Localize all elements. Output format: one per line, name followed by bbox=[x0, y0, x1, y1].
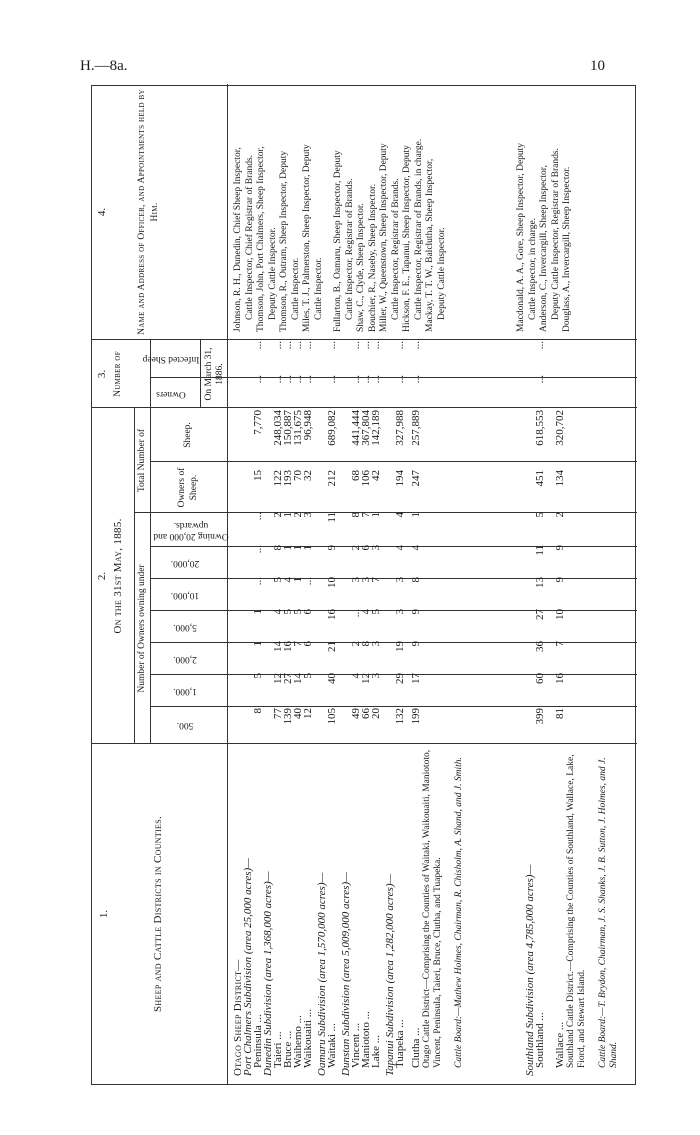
cell-value: 7 bbox=[370, 577, 382, 583]
cell-value: ... bbox=[350, 375, 362, 384]
row-label: Port Chalmers Subdivision (area 25,000 acres)— bbox=[242, 858, 254, 1076]
officer-line: Anderson, C., Invercargill, Sheep Inspector, bbox=[539, 165, 549, 332]
row-label: Bruce ... bbox=[282, 1030, 294, 1068]
cell-value: 247 bbox=[410, 470, 422, 487]
row-label: Waitaki ... bbox=[326, 1023, 338, 1068]
cell-value: 6 bbox=[302, 609, 314, 615]
cell-value: 9 bbox=[554, 577, 566, 583]
officer-line: Cattle Inspector, Registrar of Brands. bbox=[344, 178, 355, 320]
cell-value: 1 bbox=[302, 545, 314, 551]
otago-cattle-note: Otago Cattle District—Comprising the Counties of Waitaki, Waikouaiti, Maniototo, Vincent, Peninsula, Taieri, Bruce, Clutha, and Tuapeka. bbox=[422, 749, 443, 1068]
districts-table bbox=[91, 85, 636, 1085]
cell-value: 1 bbox=[370, 512, 382, 518]
sheep-head: Sheep. bbox=[183, 422, 193, 448]
cell-value: 122 bbox=[272, 470, 284, 487]
officer-line: Deputy Cattle Inspector, Registrar of Brands. bbox=[550, 148, 561, 320]
cell-value: 9 bbox=[554, 545, 566, 551]
cell-value: 3 bbox=[394, 609, 406, 615]
officer-line: Cattle Inspector. bbox=[290, 257, 301, 320]
owning-head-0: 500. bbox=[176, 720, 194, 731]
row-label: Southland Subdivision (area 4,785,000 acres)— bbox=[524, 864, 536, 1076]
cell-value: 6 bbox=[360, 545, 372, 551]
officer-line: Mackay, T. T. W., Balclutha, Sheep Inspector, bbox=[425, 158, 435, 332]
row-label: Maniototo ... bbox=[360, 1011, 372, 1068]
row-label: Otago Sheep District— bbox=[232, 959, 244, 1076]
cell-value: ... bbox=[252, 341, 264, 350]
cell-value: 36 bbox=[534, 641, 546, 652]
owning-head-1: 1,000. bbox=[173, 686, 197, 696]
cell-value: 139 bbox=[282, 708, 294, 725]
cell-value: 8 bbox=[350, 512, 362, 518]
cell-value: ... bbox=[252, 545, 264, 554]
cell-value: 257,889 bbox=[410, 410, 422, 446]
cell-value: 4 bbox=[410, 545, 422, 551]
cell-value: 212 bbox=[326, 470, 338, 487]
cell-value: 2 bbox=[554, 512, 566, 518]
officer-line: Cattle Inspector, Registrar of Brands, in charge. bbox=[413, 138, 424, 320]
cell-value: 21 bbox=[326, 641, 338, 652]
row-label: Clutha ... bbox=[410, 1027, 422, 1068]
date-head: On March 31, 1886. bbox=[204, 347, 225, 401]
cell-value: 618,553 bbox=[534, 410, 546, 446]
col1-number: 1. bbox=[98, 909, 110, 919]
officer-line: Cattle Inspector, Registrar of Brands. bbox=[390, 178, 401, 320]
cell-value: 16 bbox=[554, 673, 566, 684]
row-label: Waihemo ... bbox=[292, 1015, 304, 1068]
cell-value: 20 bbox=[370, 708, 382, 719]
officer-line: Johnson, R. H., Dunedin, Chief Sheep Inspector, bbox=[233, 147, 243, 332]
cell-value: ... bbox=[410, 341, 422, 350]
cell-value: 8 bbox=[272, 545, 284, 551]
cell-value: ... bbox=[272, 341, 284, 350]
cell-value: ... bbox=[282, 375, 294, 384]
cell-value: 3 bbox=[370, 641, 382, 647]
cell-value: 132 bbox=[394, 708, 406, 725]
cell-value: 7 bbox=[554, 641, 566, 647]
owners-of-sheep-head: Owners of Sheep. bbox=[177, 467, 199, 508]
cell-value: 105 bbox=[326, 708, 338, 725]
cell-value: 6 bbox=[302, 641, 314, 647]
row-label: Wallace ... bbox=[554, 1021, 566, 1068]
cell-value: 27 bbox=[534, 609, 546, 620]
cell-value: 17 bbox=[410, 673, 422, 684]
cell-value: 66 bbox=[360, 708, 372, 719]
cell-value: ... bbox=[370, 375, 382, 384]
cell-value: 8 bbox=[360, 641, 372, 647]
col4-number: 4. bbox=[96, 207, 108, 217]
cell-value: 2 bbox=[292, 512, 304, 518]
cell-value: 12 bbox=[302, 708, 314, 719]
cell-value: 15 bbox=[252, 470, 264, 481]
cell-value: ... bbox=[282, 341, 294, 350]
cell-value: 1 bbox=[292, 545, 304, 551]
col1-title: Sheep and Cattle Districts in Counties. bbox=[152, 815, 164, 1013]
officer-line: Cattle Inspector, in charge. bbox=[527, 217, 538, 320]
officer-line: Miller, W., Queenstown, Sheep Inspector, Deputy bbox=[379, 143, 389, 332]
cell-value: 367,804 bbox=[360, 410, 372, 446]
cell-value: ... bbox=[350, 341, 362, 350]
cell-value: 5 bbox=[534, 512, 546, 518]
officer-line: Thomson, John, Port Chalmers, Sheep Inspector, bbox=[256, 146, 266, 332]
row-label: Oamaru Subdivision (area 1,570,000 acres)— bbox=[316, 872, 328, 1076]
cell-value: ... bbox=[252, 375, 264, 384]
cell-value: 248,034 bbox=[272, 410, 284, 446]
cell-value: 1 bbox=[410, 512, 422, 518]
cell-value: 13 bbox=[534, 577, 546, 588]
officer-line: Thomson, R., Outram, Sheep Inspector, Deputy bbox=[279, 150, 289, 332]
cell-value: 134 bbox=[554, 470, 566, 487]
officer-line: Miles, T. J., Palmerston, Sheep Inspector, Deputy bbox=[302, 144, 312, 332]
cell-value: ... bbox=[394, 341, 406, 350]
cell-value: 7 bbox=[292, 641, 304, 647]
row-label: Dunstan Subdivision (area 5,009,000 acres)— bbox=[340, 872, 352, 1076]
col3-title: Number of bbox=[113, 351, 123, 397]
totals-subheader: Total Number of bbox=[137, 428, 147, 493]
cell-value: 16 bbox=[326, 609, 338, 620]
cell-value: 327,988 bbox=[394, 410, 406, 446]
cell-value: 4 bbox=[350, 673, 362, 679]
cell-value: 10 bbox=[554, 609, 566, 620]
officer-line: Deputy Cattle Inspector. bbox=[267, 227, 278, 320]
cell-value: ... bbox=[326, 375, 338, 384]
cell-value: ... bbox=[370, 341, 382, 350]
cell-value: 150,887 bbox=[282, 410, 294, 446]
officer-line: Bouchier, R., Naseby, Sheep Inspector. bbox=[367, 183, 378, 332]
cell-value: 5 bbox=[272, 577, 284, 583]
cell-value: 2 bbox=[350, 641, 362, 647]
cell-value: 4 bbox=[394, 545, 406, 551]
cell-value: 3 bbox=[350, 577, 362, 583]
cell-value: ... bbox=[350, 609, 362, 618]
southland-cattle-note: Southland Cattle District.—Comprising the Counties of Southland, Wallace, Lake, Fiord, and Stewart Island. bbox=[566, 754, 587, 1068]
cell-value: 4 bbox=[360, 609, 372, 615]
cell-value: 12 bbox=[272, 673, 284, 684]
cell-value: 3 bbox=[370, 545, 382, 551]
cell-value: ... bbox=[394, 375, 406, 384]
cell-value: 32 bbox=[302, 470, 314, 481]
cell-value: ... bbox=[252, 512, 264, 521]
cell-value: 40 bbox=[326, 673, 338, 684]
row-label: Tuapeka ... bbox=[394, 1019, 406, 1068]
cell-value: 68 bbox=[350, 470, 362, 481]
cell-value: ... bbox=[292, 341, 304, 350]
cell-value: ... bbox=[302, 577, 314, 586]
owning-head-4: 10,000. bbox=[170, 590, 200, 600]
page-code: H.—8a. bbox=[80, 58, 128, 74]
officer-line: Deputy Cattle Inspector. bbox=[436, 227, 447, 320]
cell-value: ... bbox=[360, 375, 372, 384]
cell-value: ... bbox=[272, 375, 284, 384]
cell-value: 16 bbox=[282, 641, 294, 652]
cell-value: 14 bbox=[272, 641, 284, 652]
cell-value: 194 bbox=[394, 470, 406, 487]
row-label: Taieri ... bbox=[272, 1031, 284, 1068]
cell-value: 96,948 bbox=[302, 410, 314, 441]
cell-value: 1 bbox=[252, 609, 264, 615]
owning-head-5: 20,000. bbox=[170, 558, 200, 568]
cell-value: 5 bbox=[252, 673, 264, 679]
cell-value: ... bbox=[252, 577, 264, 586]
sub-header-rule bbox=[134, 408, 135, 744]
officer-line: Shaw, C., Clyde, Sheep Inspector. bbox=[356, 203, 366, 332]
officer-line: Hickson, F. E., Tapanui, Sheep Inspector, Deputy bbox=[402, 145, 412, 332]
officer-line: Macdonald, A. A., Gore, Sheep Inspector, Deputy bbox=[516, 142, 526, 332]
cell-value: 441,444 bbox=[350, 410, 362, 446]
row-label: Southland ... bbox=[534, 1012, 546, 1068]
cell-value: ... bbox=[292, 375, 304, 384]
cell-value: 81 bbox=[554, 708, 566, 719]
cell-value: 60 bbox=[534, 673, 546, 684]
cell-value: ... bbox=[534, 341, 546, 350]
officer-line: Cattle Inspector, Chief Registrar of Brands. bbox=[244, 154, 255, 320]
cell-value: ... bbox=[326, 341, 338, 350]
cell-value: 131,675 bbox=[292, 410, 304, 446]
cell-value: 5 bbox=[302, 673, 314, 679]
cell-value: 12 bbox=[360, 673, 372, 684]
header-bottom-rule bbox=[227, 84, 228, 1084]
owning-head-upwards: Owning 20,000 and upwards. bbox=[153, 520, 229, 541]
cell-value: 77 bbox=[272, 708, 284, 719]
cell-value: 40 bbox=[292, 708, 304, 719]
cell-value: 5 bbox=[282, 609, 294, 615]
cell-value: 10 bbox=[326, 577, 338, 588]
cell-value: 9 bbox=[326, 545, 338, 551]
cell-value: 106 bbox=[360, 470, 372, 487]
col4-title: Name and Address of Officer, and Appointments held by Him. bbox=[137, 89, 160, 335]
col3-number: 3. bbox=[96, 369, 108, 379]
cell-value: 7,770 bbox=[252, 410, 264, 435]
cell-value: 8 bbox=[410, 577, 422, 583]
cell-value: ... bbox=[534, 375, 546, 384]
row-label: Tapanui Subdivision (area 1,282,000 acres)— bbox=[384, 873, 396, 1076]
row-label: Peninsula ... bbox=[252, 1014, 264, 1068]
rotated-table-wrapper bbox=[91, 85, 636, 1085]
officer-line: Fullarton, B., Oamaru, Sheep Inspector, Deputy bbox=[333, 150, 343, 332]
cell-value: 3 bbox=[360, 577, 372, 583]
cell-value: 8 bbox=[252, 708, 264, 714]
cell-value: ... bbox=[302, 375, 314, 384]
cell-value: 142,189 bbox=[370, 410, 382, 446]
col2-number: 2. bbox=[96, 571, 108, 581]
page-number: 10 bbox=[590, 58, 605, 74]
cell-value: 5 bbox=[370, 609, 382, 615]
col2-title: On the 31st May, 1885. bbox=[112, 518, 124, 634]
cell-value: 27 bbox=[282, 673, 294, 684]
row-label: Vincent ... bbox=[350, 1022, 362, 1068]
cell-value: ... bbox=[410, 375, 422, 384]
owning-subheader: Number of Owners owning under bbox=[137, 564, 147, 693]
cell-value: 2 bbox=[350, 545, 362, 551]
cell-value: 7 bbox=[360, 512, 372, 518]
cell-value: 49 bbox=[350, 708, 362, 719]
row-label: Lake ... bbox=[370, 1035, 382, 1068]
cell-value: 451 bbox=[534, 470, 546, 487]
owning-head-3: 5,000. bbox=[173, 622, 197, 632]
cell-value: 199 bbox=[410, 708, 422, 725]
cell-value: 11 bbox=[534, 545, 546, 556]
cell-value: 399 bbox=[534, 708, 546, 725]
southland-board-note: Cattle Board:—T. Brydon, Chairman, J. S. Shanks, J. B. Sutton, J. Holmes, and J. Shand. bbox=[598, 757, 619, 1068]
cell-value: 5 bbox=[292, 609, 304, 615]
owners-head: Owners bbox=[156, 389, 186, 399]
cell-value: 4 bbox=[394, 512, 406, 518]
cell-value: 320,702 bbox=[554, 410, 566, 446]
totals-header-rule bbox=[150, 408, 151, 513]
cell-value: 42 bbox=[370, 470, 382, 481]
cell-value: ... bbox=[302, 341, 314, 350]
cell-value: 1 bbox=[282, 512, 294, 518]
cell-value: ... bbox=[360, 341, 372, 350]
cell-value: 9 bbox=[410, 641, 422, 647]
officer-line: Cattle Inspector. bbox=[313, 257, 324, 320]
row-label: Dunedin Subdivision (area 1,368,000 acres)— bbox=[262, 871, 274, 1076]
cell-value: 2 bbox=[272, 512, 284, 518]
cell-value: 1 bbox=[292, 577, 304, 583]
owning-head-2: 2,000. bbox=[173, 654, 197, 664]
row-label: Waikouaiti ... bbox=[302, 1009, 314, 1068]
cell-value: 3 bbox=[302, 512, 314, 518]
totals-col-rule bbox=[150, 461, 637, 462]
cell-value: 1 bbox=[252, 641, 264, 647]
cell-value: 193 bbox=[282, 470, 294, 487]
cell-value: 29 bbox=[394, 673, 406, 684]
col3-divider bbox=[92, 339, 637, 340]
officer-line: Douglass, A., Invercargill, Sheep Inspector. bbox=[562, 166, 572, 332]
cell-value: 3 bbox=[370, 673, 382, 679]
cell-value: 19 bbox=[394, 641, 406, 652]
cell-value: 70 bbox=[292, 470, 304, 481]
infected-sheep-head: Infected Sheep bbox=[142, 354, 200, 364]
cell-value: 11 bbox=[326, 512, 338, 523]
cell-value: 1 bbox=[282, 545, 294, 551]
cell-value: 4 bbox=[282, 577, 294, 583]
page-header bbox=[80, 58, 605, 78]
cell-value: 14 bbox=[292, 673, 304, 684]
cell-value: 4 bbox=[272, 609, 284, 615]
cell-value: 689,082 bbox=[326, 410, 338, 446]
otago-board-note: Cattle Board:—Mathew Holmes, Chairman, R. Chisholm, A. Shand, and J. Smith. bbox=[454, 757, 464, 1068]
cell-value: 3 bbox=[394, 577, 406, 583]
cell-value: 9 bbox=[410, 609, 422, 615]
